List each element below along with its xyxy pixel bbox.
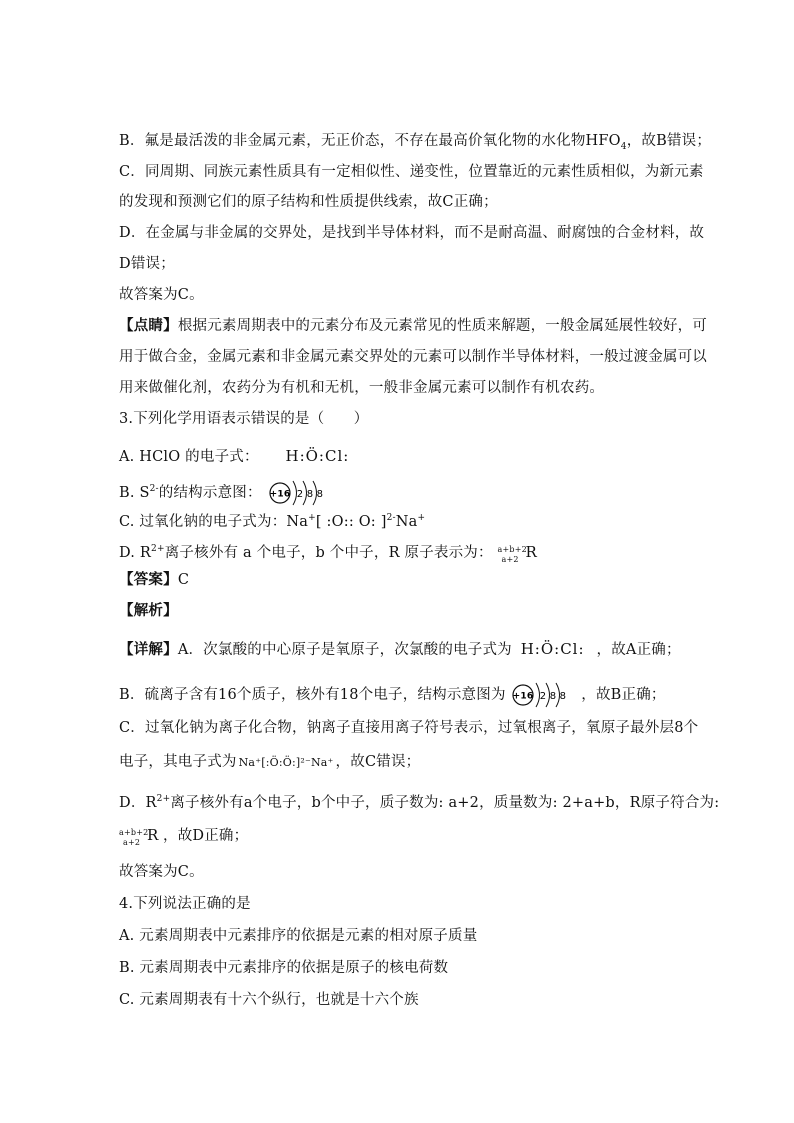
question-3-stem: 3.下列化学用语表示错误的是（ ） [119,411,369,427]
text-line: 故答案为C。 [119,287,204,303]
text-line: 【点睛】根据元素周期表中的元素分布及元素常见的性质来解题，一般金属延展性较好，可 [119,317,708,334]
explanation-line-c: C．过氧化钠为离子化合物，钠离子直接用离子符号表示，过氧根离子，氧原子最外层8个 [119,720,699,736]
explanation-line-d: D．$R^{2+}$离子核外有a个电子，b个中子，质子数为: a+2，质量数为: 2+a+b，R原子符合为: [119,794,720,811]
sulfide-ion-structure-diagram [267,478,333,508]
r-nuclide-notation: a+b+2 a+2 R [497,542,538,564]
explanation-line-d2: a+b+2 a+2 R ，故D正确； [119,826,249,847]
question-3-option-d: D. $R^{2+}$离子核外有 a 个电子，b 个中子，R 原子表示为： a+b+2 a+2 R [119,539,542,564]
question-3-option-b: B. $S^{2-}$的结构示意图： +16 2 8 8 [119,478,333,508]
hclo-electron-formula: H:Ö:Cl: [285,447,350,465]
text-line: C．同周期、同族元素性质具有一定相似性、递变性，位置靠近的元素性质相似，为新元素 [119,164,704,180]
question-4-stem: 4.下列说法正确的是 [119,896,251,912]
nucleus-charge: +16 [513,691,534,702]
hclo-electron-formula: H:Ö:Cl: [520,640,585,658]
answer-line: 【答案】C [119,571,190,588]
explanation-line-c2: 电子，其电子式为 Na⁺[:Ö:Ö:]²⁻Na⁺ ，故C错误； [119,754,421,770]
nucleus-charge: +16 [269,489,290,500]
na2o2-electron-formula: Na⁺[:Ö:Ö:]²⁻Na⁺ [238,756,334,769]
question-4-option-c: C. 元素周期表有十六个纵行，也就是十六个族 [119,992,419,1008]
text-line: 用于做合金，金属元素和非金属元素交界处的元素可以制作半导体材料，一般过渡金属可以 [119,349,707,365]
question-4-option-b: B. 元素周期表中元素排序的依据是原子的核电荷数 [119,960,449,976]
r-nuclide-notation: a+b+2 a+2 R [119,826,159,847]
text-line: D．在金属与非金属的交界处，是找到半导体材料，而不是耐高温、耐腐蚀的合金材料，故 [119,225,705,241]
question-3-option-a: A. HClO 的电子式： H:Ö:Cl: [119,447,350,465]
sulfide-ion-structure-diagram [510,680,576,710]
text-line: B．氟是最活泼的非金属元素，无正价态，不存在最高价氧化物的水化物$HFO_4$，故B错误； [119,133,712,152]
text-line: 用来做催化剂，农药分为有机和无机，一般非金属元素可以制作有机农药。 [119,380,605,396]
text-line: 的发现和预测它们的原子结构和性质提供线索，故C正确； [119,194,498,210]
explanation-line-b: B．硫离子含有16个质子，核外有18个电子，结构示意图为 +16 2 8 8 ，故B正确； [119,680,666,710]
shell-electrons: 2 8 8 [296,489,323,500]
shell-electrons: 2 8 8 [540,691,567,702]
question-4-option-a: A. 元素周期表中元素排序的依据是元素的相对原子质量 [119,928,478,944]
explanation-line-a: 【详解】A．次氯酸的中心原子是氧原子，次氯酸的电子式为 H:Ö:Cl: ，故A正确； [119,640,681,658]
text-line: D错误； [119,256,175,272]
question-3-option-c: C. 过氧化钠的电子式为：Na+[ :O:: O: ]$^{2-}$Na+ [119,513,426,530]
text-line: 故答案为C。 [119,864,204,880]
analysis-heading: 【解析】 [119,602,178,619]
